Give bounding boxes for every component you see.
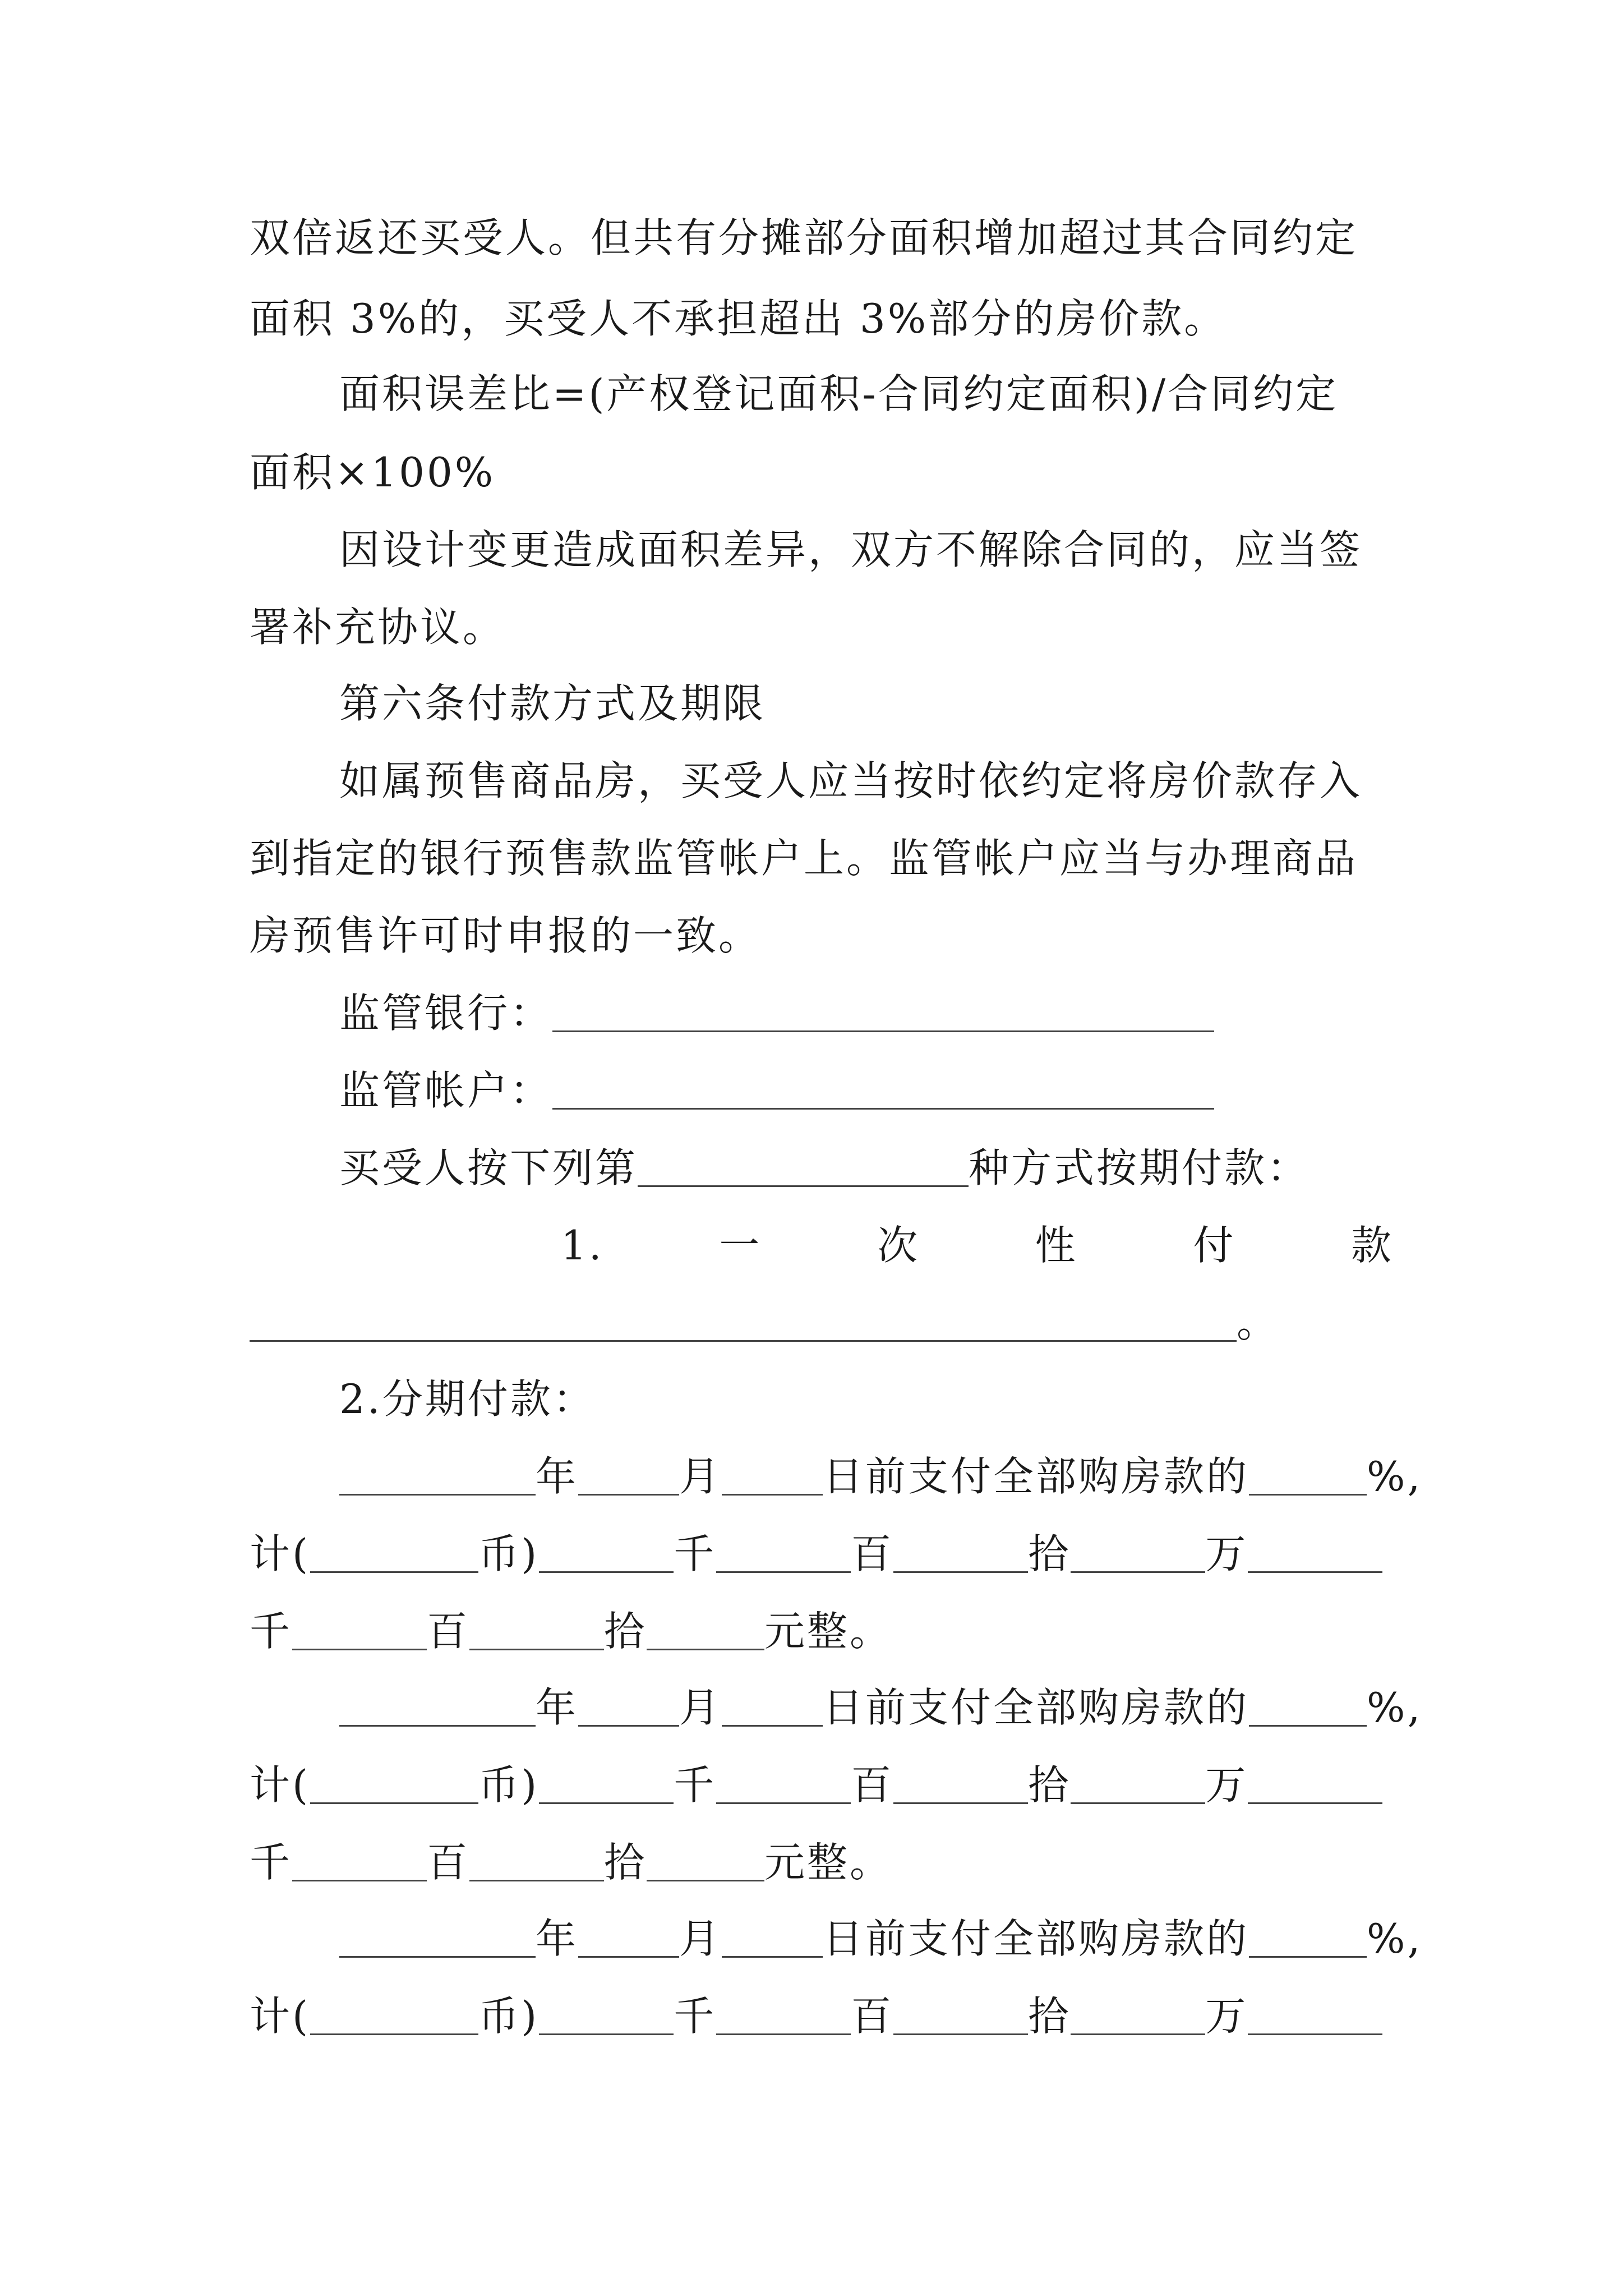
account-field[interactable] (552, 1071, 1214, 1110)
text-line: 因设计变更造成面积差异，双方不解除合同的，应当签 (339, 526, 1363, 573)
percent-field[interactable] (1249, 1688, 1367, 1727)
day-field[interactable] (722, 1457, 823, 1496)
currency-field[interactable] (310, 1766, 478, 1804)
month-field[interactable] (578, 1920, 679, 1958)
bank-label: 监管银行： (339, 990, 553, 1037)
amount-field[interactable] (1071, 1997, 1205, 2035)
amount-field[interactable] (1248, 1997, 1382, 2035)
installment-heading: 2.分期付款： (339, 1375, 596, 1423)
bank-row (339, 990, 1394, 1037)
section-heading: 第六条付款方式及期限 (339, 680, 766, 727)
amount-field[interactable] (1248, 1766, 1382, 1804)
amount-field[interactable] (716, 1997, 851, 2035)
amount-field[interactable] (1071, 1766, 1205, 1804)
text-line: 到指定的银行预售款监管帐户上。监管帐户应当与办理商品 (250, 835, 1358, 882)
currency-field[interactable] (310, 1535, 478, 1573)
installment-date-row: 年 月 日前支付全部购房款的 %, (339, 1918, 1394, 1959)
amount-field[interactable] (539, 1535, 674, 1573)
amount-field[interactable] (1071, 1535, 1205, 1573)
amount-field[interactable] (893, 1766, 1028, 1804)
one-time-row: 1. 一 次 性 付 款 (561, 1222, 1394, 1269)
amount-field[interactable] (647, 1612, 764, 1650)
account-label: 监管帐户： (339, 1067, 553, 1114)
day-field[interactable] (722, 1688, 823, 1727)
amount-field[interactable] (469, 1612, 604, 1650)
amount-field[interactable] (893, 1997, 1028, 2035)
installment-date-row: 年 月 日前支付全部购房款的 %, (339, 1456, 1394, 1497)
amount-field[interactable] (893, 1535, 1028, 1573)
text-line: 面积 3%的，买受人不承担超出 3%部分的房价款。 (250, 295, 1227, 342)
text-line: 房预售许可时申报的一致。 (250, 912, 762, 959)
year-field[interactable] (339, 1920, 536, 1958)
currency-field[interactable] (310, 1997, 478, 2035)
amount-field[interactable] (539, 1997, 674, 2035)
percent-field[interactable] (1249, 1920, 1367, 1958)
account-row (339, 1067, 1394, 1114)
installment-amount-row: 计( 币) 千 百 拾 万 (250, 1534, 1394, 1574)
text-line: 双倍返还买受人。但共有分摊部分面积增加超过其合同约定 (250, 214, 1358, 261)
amount-field[interactable] (469, 1843, 604, 1881)
year-field[interactable] (339, 1457, 536, 1496)
installment-amount-row: 计( 币) 千 百 拾 万 (250, 1996, 1394, 2036)
amount-field[interactable] (539, 1766, 674, 1804)
amount-field[interactable] (716, 1535, 851, 1573)
method-field[interactable] (638, 1149, 969, 1187)
installment-amount-row-2: 千 百 拾 元整。 (250, 1608, 893, 1655)
day-field[interactable] (722, 1920, 823, 1958)
bank-field[interactable] (552, 994, 1214, 1032)
amount-field[interactable] (1248, 1535, 1382, 1573)
formula-line: 面积×100% (250, 449, 496, 496)
one-time-fill-row: 。 (250, 1303, 1394, 1343)
installment-amount-row: 计( 币) 千 百 拾 万 (250, 1765, 1394, 1805)
formula-line: 面积误差比=(产权登记面积-合同约定面积)/合同约定 (339, 370, 1339, 417)
amount-field[interactable] (292, 1612, 427, 1650)
method-row: 买受人按下列第 种方式按期付款： (339, 1144, 1310, 1191)
installment-date-row: 年 月 日前支付全部购房款的 %, (339, 1687, 1394, 1728)
year-field[interactable] (339, 1688, 536, 1727)
amount-field[interactable] (647, 1843, 764, 1881)
installment-amount-row-2: 千 百 拾 元整。 (250, 1839, 893, 1886)
amount-field[interactable] (292, 1843, 427, 1881)
text-line: 如属预售商品房，买受人应当按时依约定将房价款存入 (339, 757, 1363, 804)
one-time-field[interactable] (250, 1304, 1237, 1342)
month-field[interactable] (578, 1457, 679, 1496)
text-line: 署补充协议。 (250, 604, 506, 651)
month-field[interactable] (578, 1688, 679, 1727)
percent-field[interactable] (1249, 1457, 1367, 1496)
amount-field[interactable] (716, 1766, 851, 1804)
